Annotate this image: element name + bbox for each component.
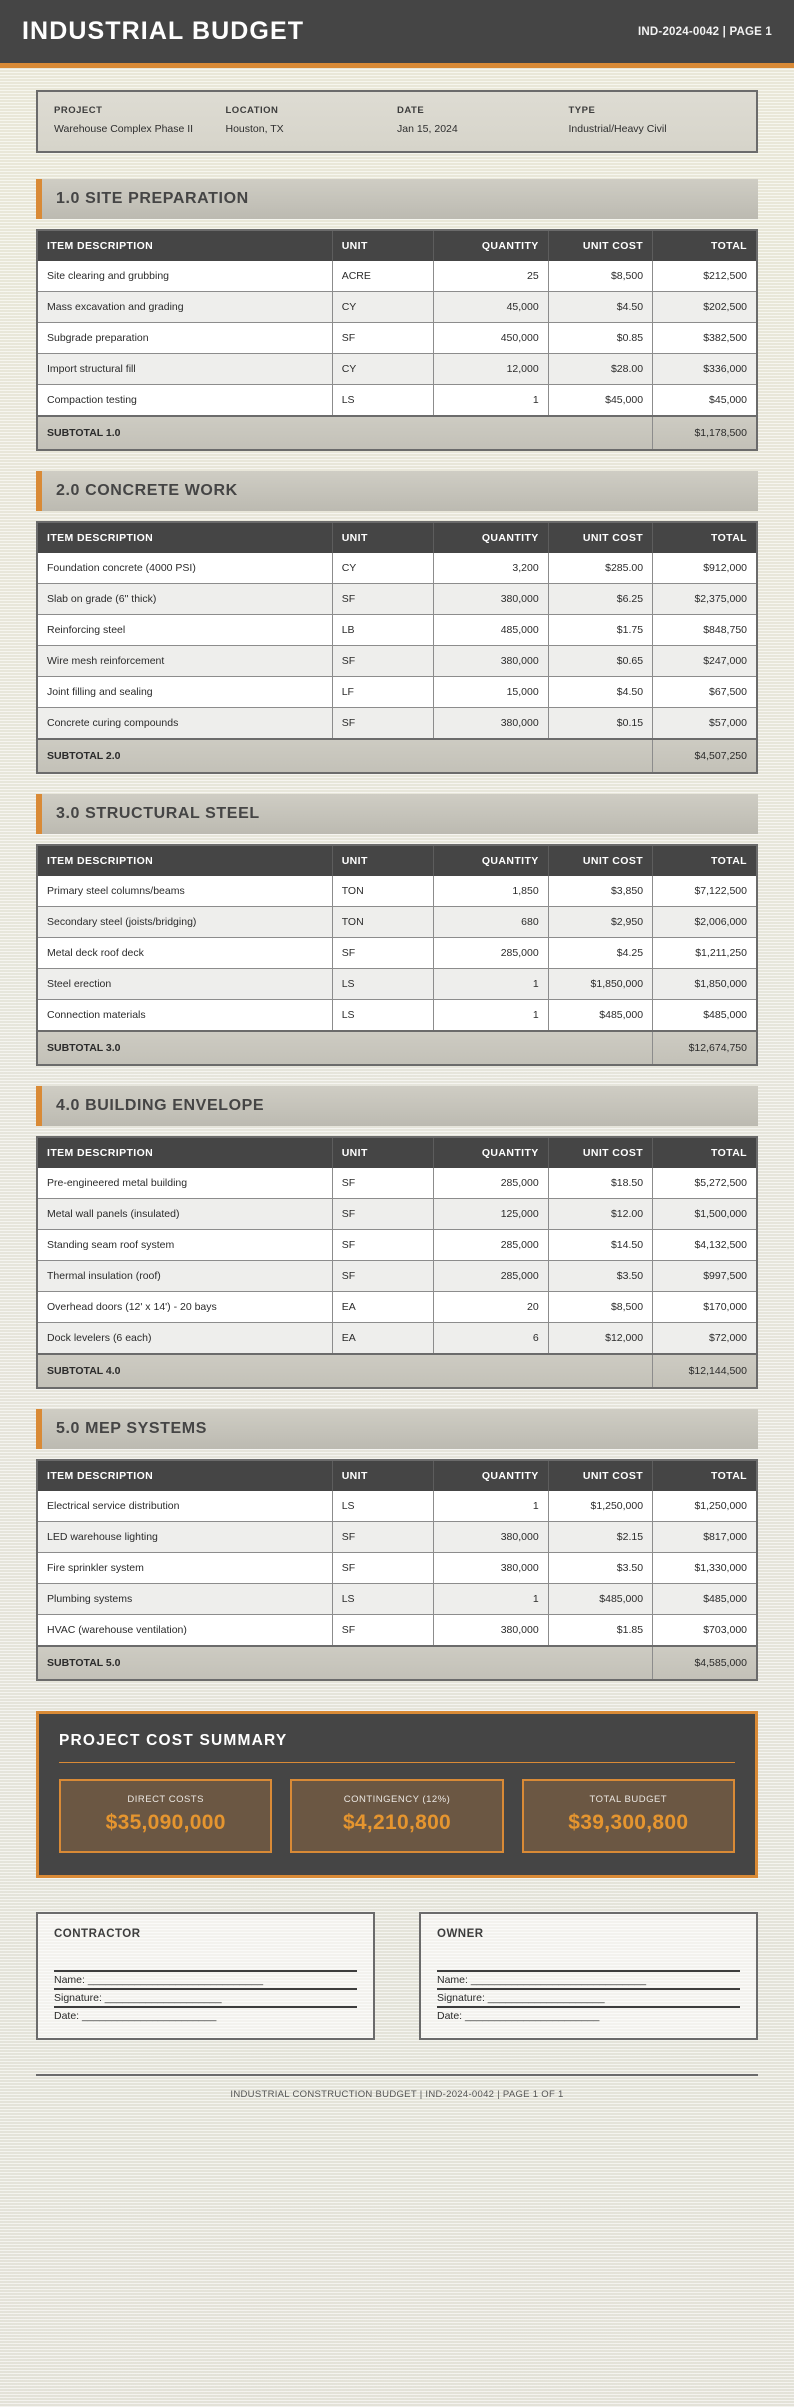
- cell-unit: CY: [332, 354, 433, 385]
- cell-total: $5,272,500: [653, 1168, 757, 1199]
- table-subtotal-row: [37, 1354, 757, 1388]
- section-title: 2.0 CONCRETE WORK: [56, 482, 238, 500]
- cell-description: Wire mesh reinforcement: [37, 646, 332, 677]
- cell-total: $1,500,000: [653, 1199, 757, 1230]
- cell-total: $1,211,250: [653, 938, 757, 969]
- budget-table: [36, 1459, 758, 1681]
- cell-description: HVAC (warehouse ventilation): [37, 1615, 332, 1647]
- cell-unit: SF: [332, 708, 433, 740]
- cell-description: Dock levelers (6 each): [37, 1323, 332, 1355]
- cell-unit-cost: $2.15: [548, 1522, 652, 1553]
- table-row: [37, 1584, 757, 1615]
- cell-quantity: 45,000: [433, 292, 548, 323]
- table-row: [37, 938, 757, 969]
- cell-quantity: 380,000: [433, 1615, 548, 1647]
- document-header-bar: [0, 0, 794, 68]
- document-title: INDUSTRIAL BUDGET: [22, 17, 305, 45]
- column-header-total: TOTAL: [653, 230, 757, 261]
- project-info-label: DATE: [397, 105, 425, 116]
- budget-section: [36, 794, 758, 1066]
- table-row: [37, 1261, 757, 1292]
- column-header-unit-cost: UNIT COST: [548, 1460, 652, 1491]
- cell-quantity: 285,000: [433, 1230, 548, 1261]
- cell-unit: CY: [332, 553, 433, 584]
- cell-total: $7,122,500: [653, 876, 757, 907]
- cell-total: $336,000: [653, 354, 757, 385]
- section-title: 5.0 MEP SYSTEMS: [56, 1420, 207, 1438]
- subtotal-label: SUBTOTAL 5.0: [37, 1646, 653, 1680]
- summary-card-value: $39,300,800: [568, 1811, 689, 1835]
- cell-unit: LS: [332, 1491, 433, 1522]
- column-header-total: TOTAL: [653, 1460, 757, 1491]
- table-row: [37, 1491, 757, 1522]
- table-row: [37, 1168, 757, 1199]
- signature-box-title: CONTRACTOR: [54, 1928, 141, 1941]
- cell-total: $1,850,000: [653, 969, 757, 1000]
- cell-total: $45,000: [653, 385, 757, 417]
- table-row: [37, 1230, 757, 1261]
- cell-unit: SF: [332, 323, 433, 354]
- cell-description: Steel erection: [37, 969, 332, 1000]
- cell-quantity: 25: [433, 261, 548, 292]
- column-header-unit-cost: UNIT COST: [548, 1137, 652, 1168]
- column-header-total: TOTAL: [653, 1137, 757, 1168]
- subtotal-label: SUBTOTAL 2.0: [37, 739, 653, 773]
- cell-total: $997,500: [653, 1261, 757, 1292]
- table-row: [37, 1553, 757, 1584]
- cell-unit-cost: $12,000: [548, 1323, 652, 1355]
- column-header-description: ITEM DESCRIPTION: [37, 522, 332, 553]
- column-header-total: TOTAL: [653, 845, 757, 876]
- project-info-cell: [226, 105, 398, 136]
- cell-unit: SF: [332, 584, 433, 615]
- table-row: [37, 1323, 757, 1355]
- table-row: [37, 677, 757, 708]
- cell-total: $170,000: [653, 1292, 757, 1323]
- cell-quantity: 20: [433, 1292, 548, 1323]
- column-header-unit: UNIT: [332, 1137, 433, 1168]
- column-header-unit: UNIT: [332, 1460, 433, 1491]
- cell-total: $817,000: [653, 1522, 757, 1553]
- cell-total: $1,250,000: [653, 1491, 757, 1522]
- cell-quantity: 1: [433, 1491, 548, 1522]
- column-header-unit-cost: UNIT COST: [548, 230, 652, 261]
- signature-box-title: OWNER: [437, 1928, 484, 1941]
- table-row: [37, 354, 757, 385]
- budget-table: [36, 229, 758, 451]
- cell-quantity: 285,000: [433, 938, 548, 969]
- section-header: [36, 1086, 758, 1126]
- table-row: [37, 323, 757, 354]
- column-header-total: TOTAL: [653, 522, 757, 553]
- cell-unit-cost: $8,500: [548, 261, 652, 292]
- signature-blocks: [36, 1912, 758, 2040]
- cell-unit-cost: $1,850,000: [548, 969, 652, 1000]
- cell-unit: LS: [332, 1584, 433, 1615]
- cell-description: LED warehouse lighting: [37, 1522, 332, 1553]
- section-header: [36, 794, 758, 834]
- cell-unit-cost: $1.75: [548, 615, 652, 646]
- signature-box: [419, 1912, 758, 2040]
- cell-unit-cost: $0.65: [548, 646, 652, 677]
- cell-quantity: 1: [433, 1000, 548, 1032]
- cell-quantity: 450,000: [433, 323, 548, 354]
- cell-unit-cost: $485,000: [548, 1000, 652, 1032]
- cell-description: Metal deck roof deck: [37, 938, 332, 969]
- cell-unit-cost: $0.15: [548, 708, 652, 740]
- signature-name-field[interactable]: Name: ______________________________: [437, 1970, 740, 1986]
- summary-card: [522, 1779, 735, 1853]
- cell-quantity: 285,000: [433, 1168, 548, 1199]
- cell-description: Connection materials: [37, 1000, 332, 1032]
- cell-unit: LS: [332, 385, 433, 417]
- cell-unit-cost: $1.85: [548, 1615, 652, 1647]
- cell-total: $2,375,000: [653, 584, 757, 615]
- column-header-unit: UNIT: [332, 230, 433, 261]
- subtotal-value: $1,178,500: [653, 416, 757, 450]
- table-row: [37, 615, 757, 646]
- cell-description: Thermal insulation (roof): [37, 1261, 332, 1292]
- cell-quantity: 380,000: [433, 708, 548, 740]
- cell-description: Reinforcing steel: [37, 615, 332, 646]
- cell-description: Site clearing and grubbing: [37, 261, 332, 292]
- project-info-label: LOCATION: [225, 105, 279, 116]
- signature-name-field[interactable]: Name: ______________________________: [54, 1970, 357, 1986]
- cell-quantity: 125,000: [433, 1199, 548, 1230]
- signature-date-field[interactable]: Date: _______________________: [437, 2006, 740, 2022]
- project-info-box: [36, 90, 758, 153]
- column-header-quantity: QUANTITY: [433, 1460, 548, 1491]
- cell-unit-cost: $0.85: [548, 323, 652, 354]
- cell-quantity: 680: [433, 907, 548, 938]
- cell-total: $212,500: [653, 261, 757, 292]
- cell-unit-cost: $18.50: [548, 1168, 652, 1199]
- cell-unit: CY: [332, 292, 433, 323]
- cell-unit: SF: [332, 1522, 433, 1553]
- cell-description: Plumbing systems: [37, 1584, 332, 1615]
- cell-total: $72,000: [653, 1323, 757, 1355]
- cell-total: $4,132,500: [653, 1230, 757, 1261]
- cell-description: Foundation concrete (4000 PSI): [37, 553, 332, 584]
- cell-description: Secondary steel (joists/bridging): [37, 907, 332, 938]
- budget-section: [36, 471, 758, 774]
- cell-unit-cost: $8,500: [548, 1292, 652, 1323]
- column-header-unit: UNIT: [332, 522, 433, 553]
- subtotal-value: $4,585,000: [653, 1646, 757, 1680]
- project-info-cell: [54, 105, 226, 136]
- summary-card-value: $35,090,000: [105, 1811, 226, 1835]
- cell-total: $67,500: [653, 677, 757, 708]
- project-cost-summary-panel: [36, 1711, 758, 1878]
- cell-unit-cost: $4.25: [548, 938, 652, 969]
- cell-quantity: 485,000: [433, 615, 548, 646]
- budget-table: [36, 521, 758, 774]
- table-row: [37, 969, 757, 1000]
- cell-description: Joint filling and sealing: [37, 677, 332, 708]
- subtotal-value: $12,674,750: [653, 1031, 757, 1065]
- table-row: [37, 553, 757, 584]
- cell-quantity: 380,000: [433, 1553, 548, 1584]
- subtotal-value: $4,507,250: [653, 739, 757, 773]
- cell-unit-cost: $28.00: [548, 354, 652, 385]
- cell-unit: EA: [332, 1323, 433, 1355]
- cell-description: Overhead doors (12' x 14') - 20 bays: [37, 1292, 332, 1323]
- project-info-value: Houston, TX: [225, 123, 284, 135]
- project-info-value: Jan 15, 2024: [397, 123, 458, 135]
- table-row: [37, 1199, 757, 1230]
- column-header-unit-cost: UNIT COST: [548, 845, 652, 876]
- column-header-description: ITEM DESCRIPTION: [37, 1460, 332, 1491]
- cell-description: Electrical service distribution: [37, 1491, 332, 1522]
- cell-description: Subgrade preparation: [37, 323, 332, 354]
- signature-sign-field[interactable]: Signature: ____________________: [54, 1988, 357, 2004]
- table-subtotal-row: [37, 1646, 757, 1680]
- cell-description: Compaction testing: [37, 385, 332, 417]
- budget-table: [36, 844, 758, 1066]
- column-header-description: ITEM DESCRIPTION: [37, 230, 332, 261]
- table-row: [37, 1000, 757, 1032]
- cell-total: $485,000: [653, 1584, 757, 1615]
- cell-total: $703,000: [653, 1615, 757, 1647]
- table-row: [37, 1522, 757, 1553]
- cell-unit: SF: [332, 1230, 433, 1261]
- table-row: [37, 907, 757, 938]
- table-row: [37, 584, 757, 615]
- summary-card-label: TOTAL BUDGET: [589, 1794, 668, 1806]
- budget-section: [36, 1409, 758, 1681]
- cell-total: $382,500: [653, 323, 757, 354]
- cell-unit: SF: [332, 1199, 433, 1230]
- budget-section: [36, 179, 758, 451]
- cell-unit: SF: [332, 1261, 433, 1292]
- cell-quantity: 1: [433, 385, 548, 417]
- cell-total: $57,000: [653, 708, 757, 740]
- cell-unit-cost: $2,950: [548, 907, 652, 938]
- cell-unit: LF: [332, 677, 433, 708]
- subtotal-value: $12,144,500: [653, 1354, 757, 1388]
- table-row: [37, 1615, 757, 1647]
- cell-quantity: 1,850: [433, 876, 548, 907]
- cell-description: Slab on grade (6" thick): [37, 584, 332, 615]
- signature-box: [36, 1912, 375, 2040]
- column-header-quantity: QUANTITY: [433, 845, 548, 876]
- cell-unit: LB: [332, 615, 433, 646]
- cell-description: Standing seam roof system: [37, 1230, 332, 1261]
- budget-table: [36, 1136, 758, 1389]
- cell-unit-cost: $1,250,000: [548, 1491, 652, 1522]
- column-header-quantity: QUANTITY: [433, 230, 548, 261]
- subtotal-label: SUBTOTAL 3.0: [37, 1031, 653, 1065]
- cell-unit: EA: [332, 1292, 433, 1323]
- cell-unit-cost: $4.50: [548, 677, 652, 708]
- table-header-row: [37, 1460, 757, 1491]
- cell-unit: TON: [332, 907, 433, 938]
- section-title: 4.0 BUILDING ENVELOPE: [56, 1097, 265, 1115]
- table-subtotal-row: [37, 739, 757, 773]
- summary-card-value: $4,210,800: [342, 1811, 452, 1835]
- table-row: [37, 261, 757, 292]
- section-title: 3.0 STRUCTURAL STEEL: [56, 805, 260, 823]
- cell-quantity: 15,000: [433, 677, 548, 708]
- cell-total: $2,006,000: [653, 907, 757, 938]
- cell-total: $485,000: [653, 1000, 757, 1032]
- document-reference-page: IND-2024-0042 | PAGE 1: [638, 25, 772, 38]
- table-header-row: [37, 1137, 757, 1168]
- table-row: [37, 292, 757, 323]
- cell-unit: LS: [332, 969, 433, 1000]
- cell-unit-cost: $4.50: [548, 292, 652, 323]
- cell-quantity: 3,200: [433, 553, 548, 584]
- table-subtotal-row: [37, 416, 757, 450]
- project-info-cell: [569, 105, 741, 136]
- column-header-unit: UNIT: [332, 845, 433, 876]
- table-row: [37, 708, 757, 740]
- project-info-value: Warehouse Complex Phase II: [54, 123, 194, 135]
- cell-unit: SF: [332, 1615, 433, 1647]
- cell-total: $247,000: [653, 646, 757, 677]
- cell-unit: LS: [332, 1000, 433, 1032]
- project-info-label: TYPE: [568, 105, 596, 116]
- column-header-unit-cost: UNIT COST: [548, 522, 652, 553]
- project-info-cell: [397, 105, 569, 136]
- table-row: [37, 1292, 757, 1323]
- column-header-description: ITEM DESCRIPTION: [37, 1137, 332, 1168]
- cell-total: $1,330,000: [653, 1553, 757, 1584]
- cell-description: Primary steel columns/beams: [37, 876, 332, 907]
- summary-title: PROJECT COST SUMMARY: [59, 1732, 735, 1763]
- cell-unit-cost: $485,000: [548, 1584, 652, 1615]
- cell-unit-cost: $6.25: [548, 584, 652, 615]
- signature-date-field[interactable]: Date: _______________________: [54, 2006, 357, 2022]
- budget-section: [36, 1086, 758, 1389]
- cell-total: $202,500: [653, 292, 757, 323]
- cell-unit: SF: [332, 1168, 433, 1199]
- cell-quantity: 380,000: [433, 584, 548, 615]
- table-row: [37, 646, 757, 677]
- signature-sign-field[interactable]: Signature: ____________________: [437, 1988, 740, 2004]
- cell-description: Concrete curing compounds: [37, 708, 332, 740]
- budget-sections: [36, 179, 758, 1681]
- table-header-row: [37, 230, 757, 261]
- cell-description: Import structural fill: [37, 354, 332, 385]
- cell-quantity: 285,000: [433, 1261, 548, 1292]
- cell-quantity: 380,000: [433, 646, 548, 677]
- project-info-value: Industrial/Heavy Civil: [568, 123, 667, 135]
- column-header-quantity: QUANTITY: [433, 1137, 548, 1168]
- subtotal-label: SUBTOTAL 1.0: [37, 416, 653, 450]
- section-title: 1.0 SITE PREPARATION: [56, 190, 249, 208]
- summary-card-label: DIRECT COSTS: [127, 1794, 204, 1806]
- cell-description: Pre-engineered metal building: [37, 1168, 332, 1199]
- cell-description: Metal wall panels (insulated): [37, 1199, 332, 1230]
- cell-quantity: 380,000: [433, 1522, 548, 1553]
- cell-quantity: 12,000: [433, 354, 548, 385]
- cell-unit: TON: [332, 876, 433, 907]
- cell-description: Mass excavation and grading: [37, 292, 332, 323]
- section-header: [36, 1409, 758, 1449]
- cell-unit-cost: $12.00: [548, 1199, 652, 1230]
- cell-total: $912,000: [653, 553, 757, 584]
- project-info-label: PROJECT: [54, 105, 103, 116]
- summary-card: [59, 1779, 272, 1853]
- cell-unit-cost: $45,000: [548, 385, 652, 417]
- cell-unit-cost: $14.50: [548, 1230, 652, 1261]
- cell-unit: SF: [332, 1553, 433, 1584]
- document-body: [0, 68, 794, 2040]
- cell-unit-cost: $3.50: [548, 1261, 652, 1292]
- summary-card: [290, 1779, 503, 1853]
- table-header-row: [37, 845, 757, 876]
- table-row: [37, 385, 757, 417]
- section-header: [36, 471, 758, 511]
- cell-unit-cost: $3.50: [548, 1553, 652, 1584]
- cell-quantity: 1: [433, 1584, 548, 1615]
- cell-quantity: 6: [433, 1323, 548, 1355]
- cell-unit: SF: [332, 646, 433, 677]
- cell-unit-cost: $3,850: [548, 876, 652, 907]
- table-header-row: [37, 522, 757, 553]
- section-header: [36, 179, 758, 219]
- summary-cards: [59, 1779, 735, 1853]
- cell-total: $848,750: [653, 615, 757, 646]
- cell-description: Fire sprinkler system: [37, 1553, 332, 1584]
- cell-unit-cost: $285.00: [548, 553, 652, 584]
- document-footer: INDUSTRIAL CONSTRUCTION BUDGET | IND-2024-0042 | PAGE 1 OF 1: [36, 2074, 758, 2100]
- subtotal-label: SUBTOTAL 4.0: [37, 1354, 653, 1388]
- table-subtotal-row: [37, 1031, 757, 1065]
- cell-unit: SF: [332, 938, 433, 969]
- column-header-description: ITEM DESCRIPTION: [37, 845, 332, 876]
- table-row: [37, 876, 757, 907]
- summary-card-label: CONTINGENCY (12%): [343, 1794, 451, 1806]
- cell-unit: ACRE: [332, 261, 433, 292]
- column-header-quantity: QUANTITY: [433, 522, 548, 553]
- cell-quantity: 1: [433, 969, 548, 1000]
